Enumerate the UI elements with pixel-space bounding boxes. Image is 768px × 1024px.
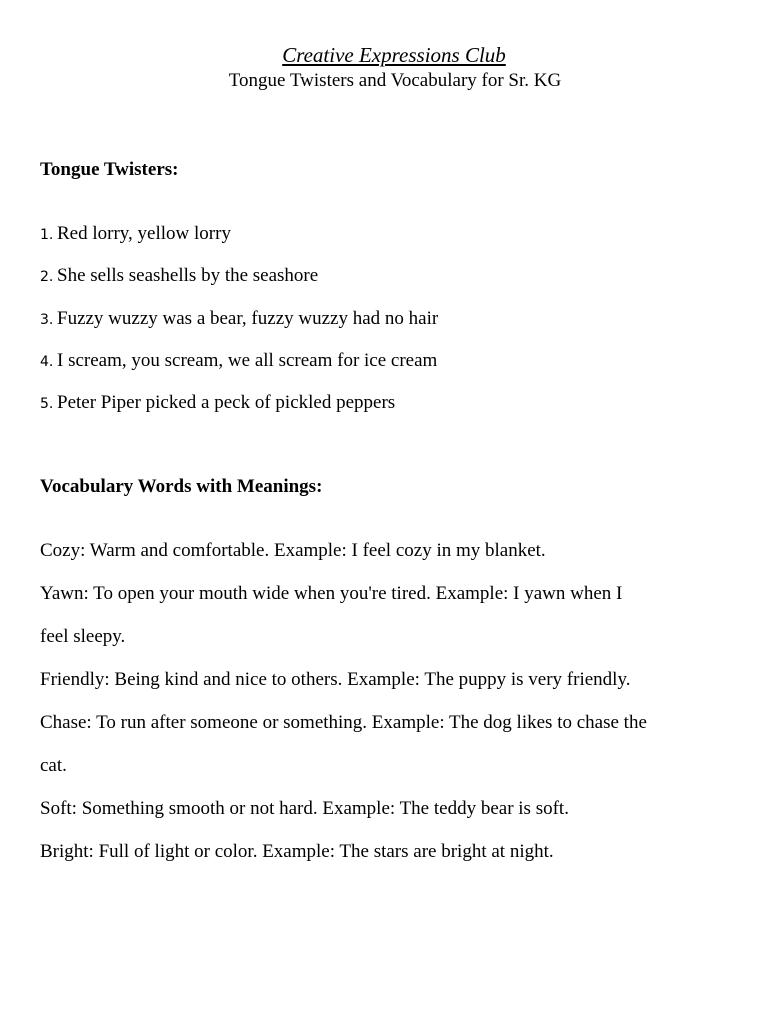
vocabulary-entry-yawn: Yawn: To open your mouth wide when you're tired. Example: I yawn when I feel sleepy. (40, 583, 623, 647)
list-item-number: 5. (40, 396, 54, 412)
vocabulary-entry-friendly: Friendly: Being kind and nice to others. Example: The puppy is very friendly. (40, 669, 631, 690)
list-item-number: 3. (40, 311, 54, 328)
vocabulary-entry-cozy: Cozy: Warm and comfortable. Example: I feel cozy in my blanket. (40, 540, 546, 561)
list-item (40, 265, 438, 307)
document-title: Creative Expressions Club (282, 43, 506, 67)
list-item-text: I scream, you scream, we all scream for ice cream (57, 349, 438, 371)
tongue-twisters-list (40, 223, 438, 434)
vocabulary-entry-chase: Chase: To run after someone or something. Example: The dog likes to chase the cat. (40, 712, 647, 776)
list-item (40, 223, 438, 265)
document-subtitle: Tongue Twisters and Vocabulary for Sr. KG (228, 70, 562, 91)
list-item-text: Fuzzy wuzzy was a bear, fuzzy wuzzy had no hair (57, 307, 439, 329)
list-item-text: Peter Piper picked a peck of pickled peppers (57, 392, 396, 413)
list-item (40, 392, 438, 434)
list-item-text: She sells seashells by the seashore (57, 265, 319, 287)
list-item-text: Red lorry, yellow lorry (57, 223, 231, 244)
list-item-number: 2. (40, 269, 54, 286)
vocabulary-heading: Vocabulary Words with Meanings: (40, 476, 323, 497)
tongue-twisters-heading: Tongue Twisters: (40, 159, 179, 180)
list-item-number: 4. (40, 353, 54, 370)
vocabulary-entry-soft: Soft: Something smooth or not hard. Example: The teddy bear is soft. (40, 798, 569, 819)
list-item (40, 308, 438, 350)
list-item-number: 1. (40, 227, 54, 243)
vocabulary-list (40, 539, 650, 883)
list-item (40, 350, 438, 392)
vocabulary-entry-bright: Bright: Full of light or color. Example: The stars are bright at night. (40, 841, 554, 862)
